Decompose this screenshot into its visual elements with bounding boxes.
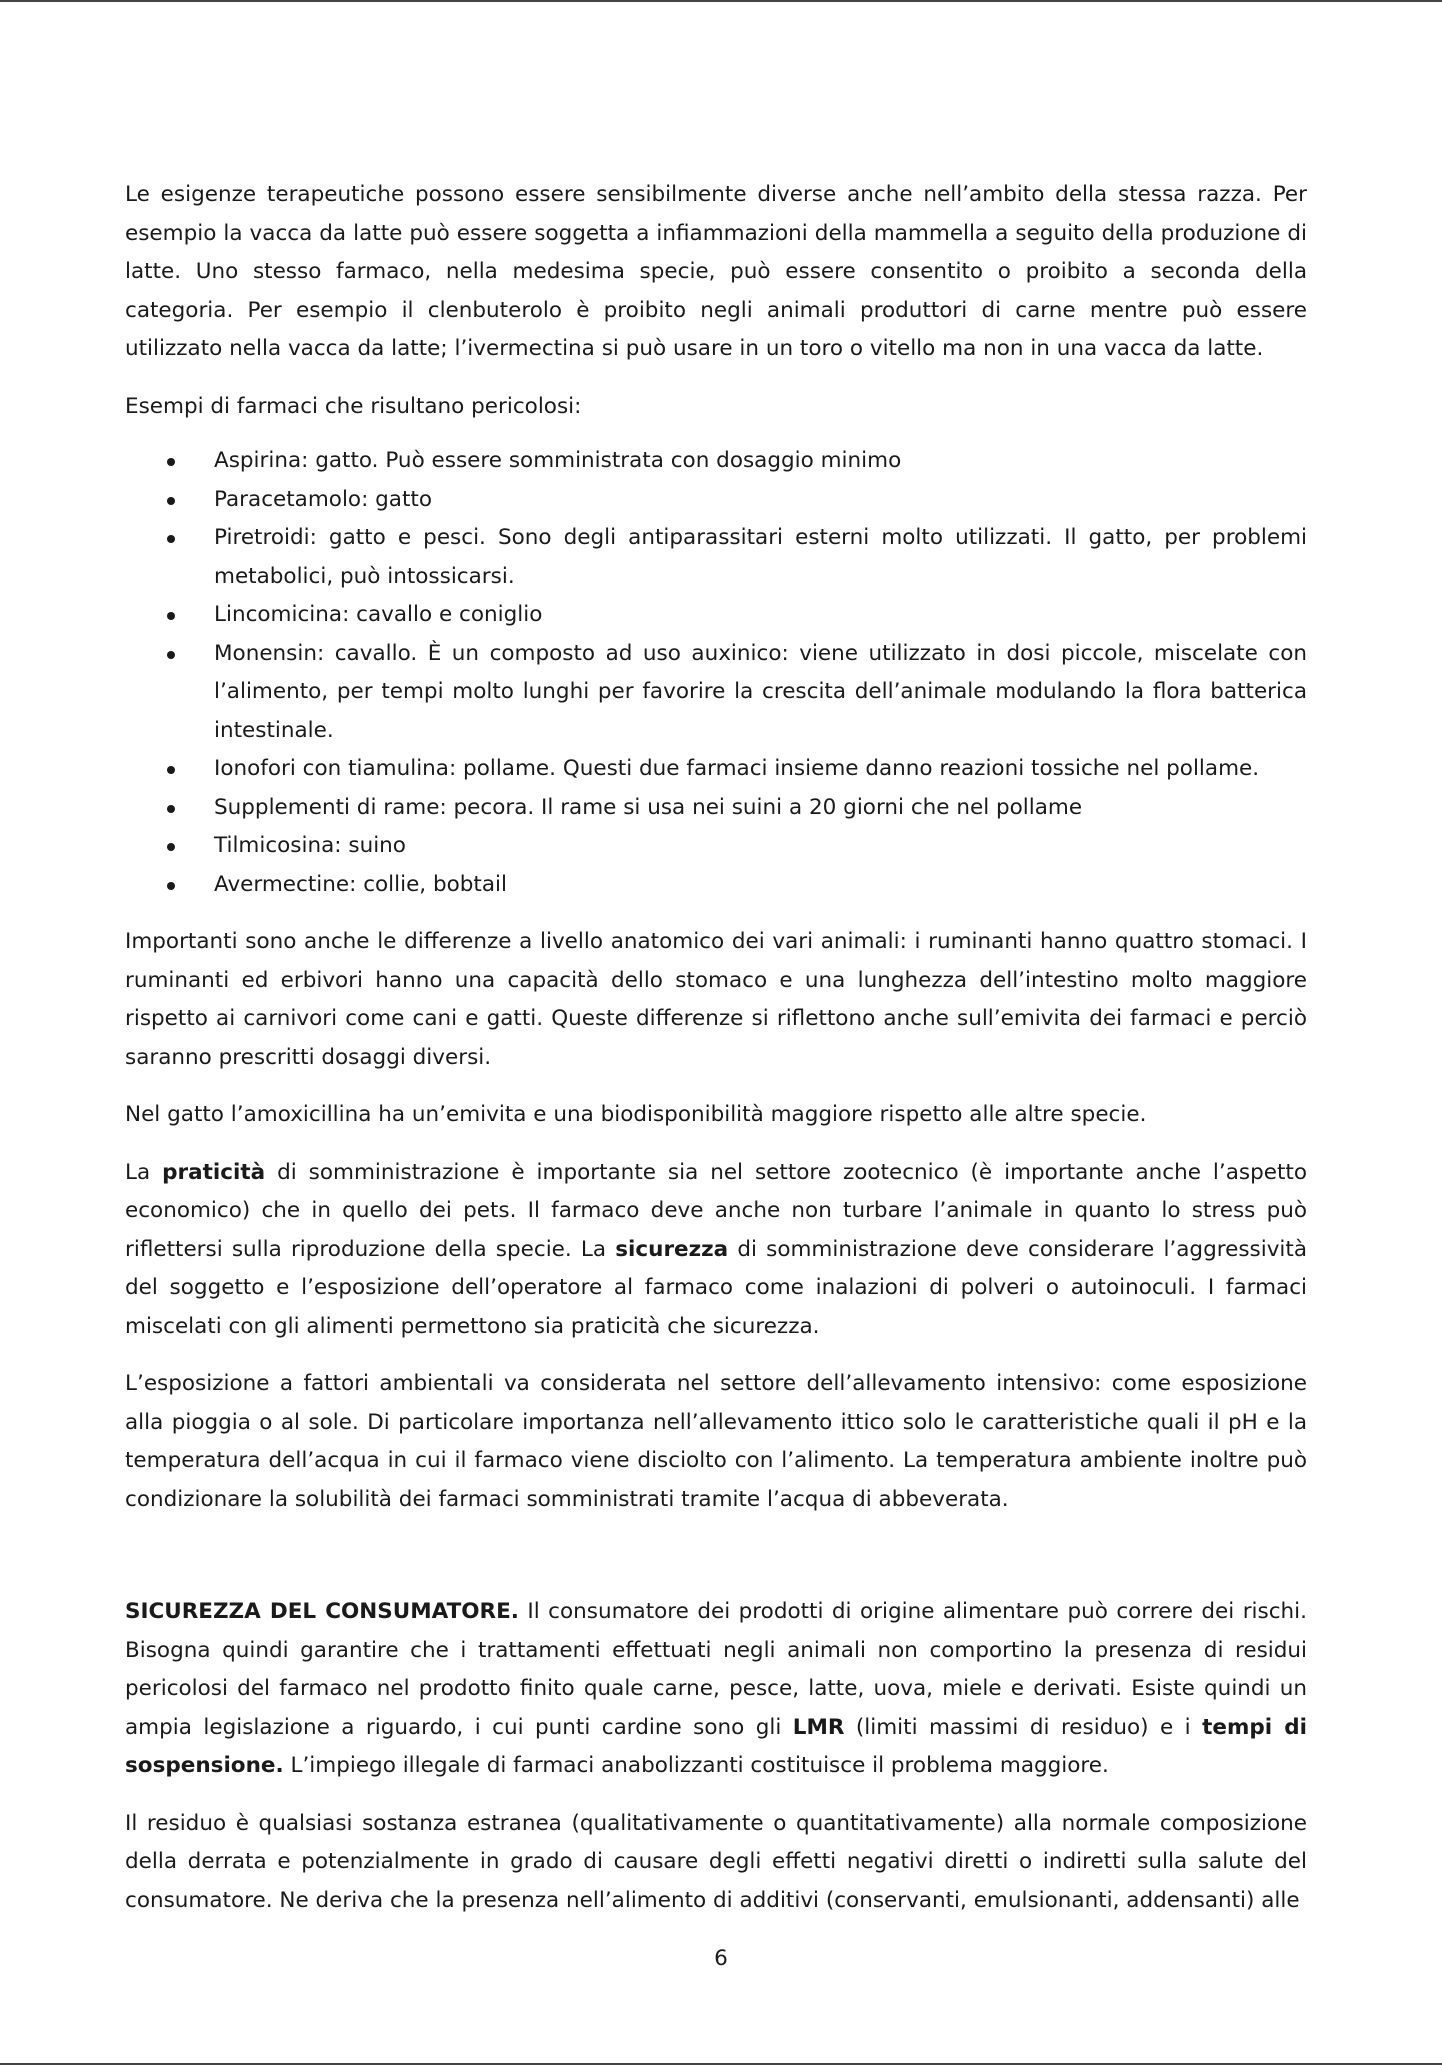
page-number: 6 (714, 1946, 728, 1971)
bullet-icon (167, 882, 175, 890)
list-item: Aspirina: gatto. Può essere somministrata con dosaggio minimo (125, 442, 1307, 481)
paragraph-residue: Il residuo è qualsiasi sostanza estranea (qualitativamente o quantitativamente) alla normale composizione della derrata e potenzialmente in grado di causare degli effetti negativi diretti o indiretti sulla salute del consumatore. Ne deriva che la presenza nell’alimento di additivi (conservanti, emulsionanti, addensanti) alle (125, 1810, 1307, 1913)
bullet-icon (167, 612, 175, 620)
bullet-icon (167, 766, 175, 774)
paragraph-environment: L’esposizione a fattori ambientali va considerata nel settore dell’allevamento intensivo: come esposizione alla pioggia o al sole. Di particolare importanza nell’allevamento ittico solo le caratteristiche quali il pH e la temperatura dell’acqua in cui il farmaco viene disciolto con l’alimento. La temperatura ambiente inoltre può condizionare la solubilità dei farmaci somministrati tramite l’acqua di abbeverata. (125, 1371, 1307, 1512)
section-heading-consumer-safety: SICUREZZA DEL CONSUMATORE. (125, 1599, 519, 1624)
paragraph-anatomy: Importanti sono anche le differenze a livello anatomico dei vari animali: i ruminanti hanno quattro stomaci. I ruminanti ed erbivori hanno una capacità dello stomaco e una lunghezza dell’intestino molto maggiore rispetto ai carnivori come cani e gatti. Queste differenze si riflettono anche sull’emivita dei farmaci e perciò saranno prescritti dosaggi diversi. (125, 929, 1307, 1070)
list-item: Supplementi di rame: pecora. Il rame si usa nei suini a 20 giorni che nel pollame (125, 789, 1307, 828)
document-body (125, 176, 1307, 1939)
term-lmr: LMR (792, 1714, 845, 1740)
bullet-icon (167, 535, 175, 543)
bullet-icon (167, 805, 175, 813)
bullet-icon (167, 458, 175, 466)
term-tempi-di-sospensione: tempi di sospensione. (125, 1714, 1307, 1778)
paragraph-practicality: La praticità di somministrazione è importante sia nel settore zootecnico (è importante anche l’aspetto economico) che in quello dei pets. Il farmaco deve anche non turbare l’animale in quanto lo stress può riflettersi sulla riproduzione della specie. La sicurezza di somministrazione deve considerare l’aggressività del soggetto e l’esposizione dell’operatore al farmaco come inalazioni di polveri o autoinoculi. I farmaci miscelati con gli alimenti permettono sia praticità che sicurezza. (125, 1159, 1307, 1339)
bullet-icon (167, 843, 175, 851)
list-item: Ionofori con tiamulina: pollame. Questi due farmaci insieme danno reazioni tossiche nel pollame. (125, 750, 1307, 789)
term-praticita: praticità (162, 1159, 266, 1185)
list-item: Avermectine: collie, bobtail (125, 866, 1307, 905)
term-sicurezza: sicurezza (615, 1236, 729, 1262)
list-item: Piretroidi: gatto e pesci. Sono degli antiparassitari esterni molto utilizzati. Il gatto, per problemi metabolici, può intossicarsi. (125, 519, 1307, 596)
dangerous-drugs-list (125, 442, 1307, 904)
paragraph-cat-amoxicillin: Nel gatto l’amoxicillina ha un’emivita e una biodisponibilità maggiore rispetto alle altre specie. (125, 1102, 1147, 1127)
paragraph-therapeutic-needs: Le esigenze terapeutiche possono essere sensibilmente diverse anche nell’ambito della stessa razza. Per esempio la vacca da latte può essere soggetta a infiammazioni della mammella a seguito della produzione di latte. Uno stesso farmaco, nella medesima specie, può essere consentito o proibito a seconda della categoria. Per esempio il clenbuterolo è proibito negli animali produttori di carne mentre può essere utilizzato nella vacca da latte; l’ivermectina si può usare in un toro o vitello ma non in una vacca da latte. (125, 182, 1307, 361)
paragraph-consumer-safety: SICUREZZA DEL CONSUMATORE. Il consumatore dei prodotti di origine alimentare può correre dei rischi. Bisogna quindi garantire che i trattamenti effettuati negli animali non comportino la presenza di residui pericolosi del farmaco nel prodotto finito quale carne, pesce, latte, uova, miele e derivati. Esiste quindi un ampia legislazione a riguardo, i cui punti cardine sono gli LMR (limiti massimi di residuo) e i tempi di sospensione. L’impiego illegale di farmaci anabolizzanti costituisce il problema maggiore. (125, 1599, 1307, 1778)
list-item: Tilmicosina: suino (125, 827, 1307, 866)
list-item: Lincomicina: cavallo e coniglio (125, 596, 1307, 635)
section-spacer (125, 1538, 1307, 1593)
paragraph-dangerous-drugs-intro: Esempi di farmaci che risultano pericolosi: (125, 393, 582, 419)
bullet-icon (167, 651, 175, 659)
bullet-icon (167, 497, 175, 505)
list-item: Monensin: cavallo. È un composto ad uso auxinico: viene utilizzato in dosi piccole, miscelate con l’alimento, per tempi molto lunghi per favorire la crescita dell’animale modulando la flora batterica intestinale. (125, 635, 1307, 751)
page-border-bottom (0, 2063, 1442, 2065)
list-item: Paracetamolo: gatto (125, 481, 1307, 520)
page-border-top (0, 0, 1442, 2)
